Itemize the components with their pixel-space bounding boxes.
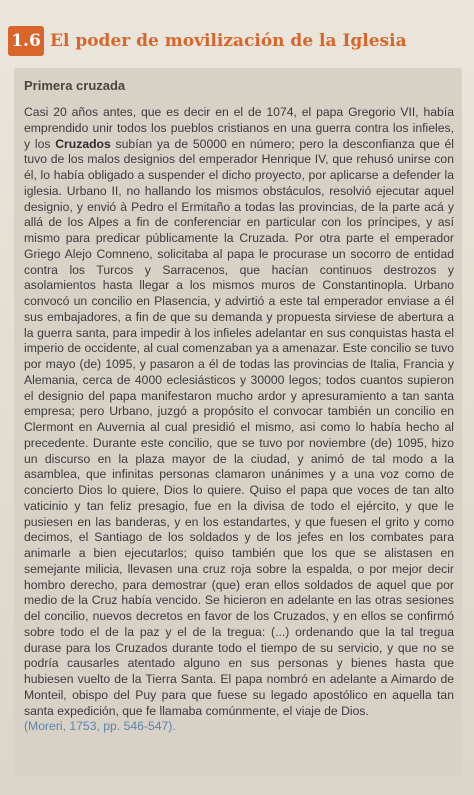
source-citation: (Moreri, 1753, pp. 546-547).: [24, 719, 176, 734]
section-title-heading: El poder de movilización de la Iglesia: [50, 31, 407, 51]
text-part-1: Casi 20 años antes, que es decir en el de 1074, el papa Gregorio VII, había emprendido unir todos los pueblos cristianos en una guerra contra los infieles, y los: [24, 105, 454, 151]
reading-title: Primera cruzada: [24, 78, 126, 93]
reading-paragraph: [24, 105, 454, 735]
section-header: [0, 22, 474, 62]
section-number-badge: 1.6: [8, 26, 44, 56]
reading-box: [14, 68, 462, 776]
text-part-2: subían ya de 50000 en número; pero la desconfianza que él tuvo de los malos designios del emperador Henrique IV, que rehusó unirse con él, lo había obligado a suspender el dicho proyecto, por aplicarse a defender la iglesia. Urbano II, no hallando los mismos obstáculos, resolvió ejecutar aquel designio, y envió à Pedro el Ermitaño a todas las provincias, de la parte acá y allá de los Alpes a fin de conferenciar en particular con los príncipes, y así mismo para predicar públicamente la Cruzada. Por otra parte el emperador Griego Alejo Comneno, solicitaba al papa le procurase un socorro de entidad contra los Turcos y Sarracenos, que hacían continuos destrozos y asolamientos hasta llegar a los mismos muros de Constantinopla. Urbano convocó un concilio en Plasencia, y advirtió a este tal emperador enviase a él sus embajadores, a fin de que su demanda y propuesta sirviese de abertura a la guerra santa, para impedir à los infieles adelantar en sus conquistas hasta el imperio de occidente, al cual comenzaban ya a amenazar. Este concilio se tuvo por mayo (de) 1095, y pasaron a él de todas las provincias de Italia, Francia y Alemania, cerca de 4000 eclesiásticos y 30000 legos; todos cuantos supieron el designio del papa manifestaron mucho ardor y apresuramiento a tan santa empresa; pero Urbano, juzgó a propósito el convocar también un concilio en Clermont en Auvernia al cual presidió el mismo, asi como lo había hecho al precedente. Durante este concilio, que se tuvo por noviembre (de) 1095, hizo un discurso en la plaza mayor de la ciudad, y animó de tal modo a la asamblea, que infinitas personas clamaron unánimes y a una voz como de concierto Dios lo quiere, Dios lo quiere. Quiso el papa que voces de tan alto vaticinio y tan feliz presagio, fue en la divisa de todo el ejército, y que le pusiesen en las banderas, y en los estandartes, y que fuesen el grito y como decimos, el Santiago de los soldados y de los jefes en los combates para animarle a bien ejecutarlos; quiso también que los que se alistasen en semejante milicia, llevasen una cruz roja sobre la espalda, o por mejor decir hombro derecho, para demostrar (que) eran ellos soldados de aquel que por medio de la Cruz había vencido. Se hicieron en adelante en las otras sesiones del concilio, nuevos decretos en favor de los Cruzados, y en ellos se confirmó sobre todo el de la paz y el de la tregua: (...) ordenando que la tal tregua durase para los Cruzados durante todo el tiempo de su servicio, y que no se podría causarles atentado alguno en sus personas y bienes hasta que hubiesen vuelto de la Tierra Santa. El papa nombró en adelante a Aimardo de Monteil, obispo del Puy para que fuese su legado apostólico en aquella tan santa expedición, que fe llamaba comúnmente, el viaje de Dios.: [24, 136, 454, 718]
bold-term: Cruzados: [55, 136, 111, 151]
